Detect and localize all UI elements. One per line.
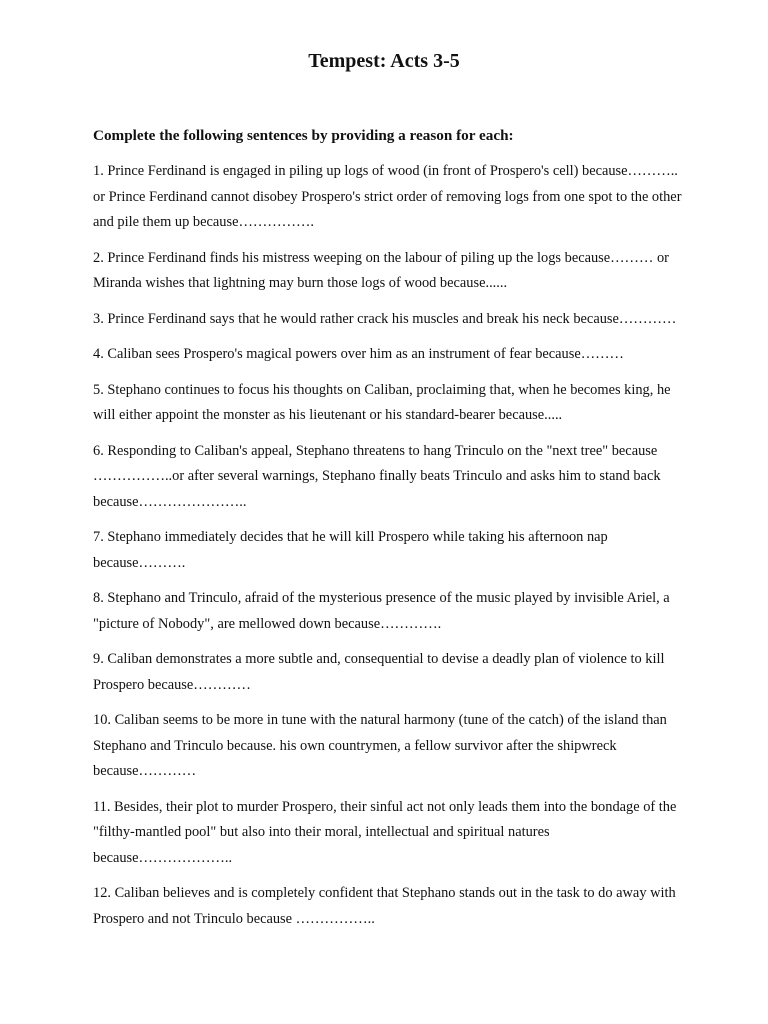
question-item-6: 6. Responding to Caliban's appeal, Stephano threatens to hang Trinculo on the "next tree" because ……………..or after several warnings, Stephano finally beats Trinculo and asks him to stand back because………………….. [93, 442, 661, 510]
instruction-text: Complete the following sentences by providing a reason for each: [93, 127, 514, 144]
question-item-5: 5. Stephano continues to focus his thoughts on Caliban, proclaiming that, when he becomes king, he will either appoint the monster as his lieutenant or his standard-bearer because..... [93, 381, 671, 423]
question-item-1: 1. Prince Ferdinand is engaged in piling up logs of wood (in front of Prospero's cell) because……….. or Prince Ferdinand cannot disobey Prospero's strict order of removing logs from one spot to the other and pile them up because……………. [93, 163, 682, 230]
page-title: Tempest: Acts 3-5 [308, 50, 460, 72]
question-list [93, 159, 683, 942]
question-item-4: 4. Caliban sees Prospero's magical powers over him as an instrument of fear because……… [93, 346, 624, 362]
question-item-11: 11. Besides, their plot to murder Prospero, their sinful act not only leads them into the bondage of the "filthy-mantled pool" but also into their moral, intellectual and spiritual natures because……………….. [93, 798, 677, 866]
question-item-2: 2. Prince Ferdinand finds his mistress weeping on the labour of piling up the logs because……… or Miranda wishes that lightning may burn those logs of wood because...... [93, 249, 669, 291]
question-item-3: 3. Prince Ferdinand says that he would rather crack his muscles and break his neck because………… [93, 310, 677, 327]
question-item-10: 10. Caliban seems to be more in tune with the natural harmony (tune of the catch) of the island than Stephano and Trinculo because. his own countrymen, a fellow survivor after the shipwreck because………… [93, 712, 667, 779]
question-item-9: 9. Caliban demonstrates a more subtle and, consequential to devise a deadly plan of violence to kill Prospero because………… [93, 651, 665, 693]
question-item-8: 8. Stephano and Trinculo, afraid of the mysterious presence of the music played by invisible Ariel, a "picture of Nobody", are mellowed down because…………. [93, 590, 670, 632]
question-item-12: 12. Caliban believes and is completely confident that Stephano stands out in the task to do away with Prospero and not Trinculo because …………….. [93, 885, 676, 927]
question-item-7: 7. Stephano immediately decides that he will kill Prospero while taking his afternoon nap because………. [93, 529, 608, 571]
